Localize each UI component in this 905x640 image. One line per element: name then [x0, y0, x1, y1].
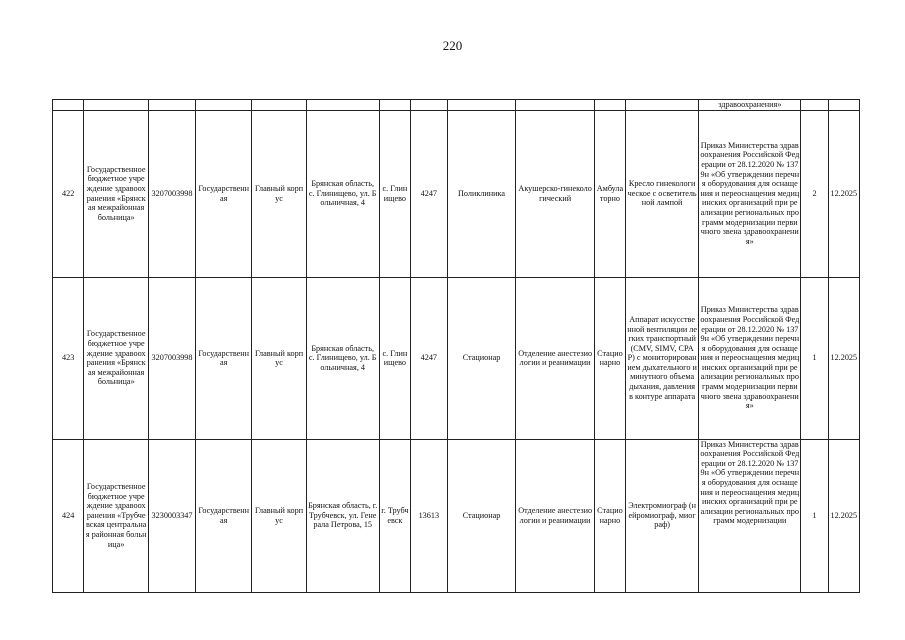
locality-code: 4247	[411, 110, 448, 277]
organization-code: 3207003998	[149, 277, 196, 439]
quantity: 1	[801, 277, 828, 439]
order-reference: Приказ Министерства здравоохранения Российской Федерации от 28.12.2020 № 1379н «Об утверждении перечня оборудования для оснащения и переоснащения медицинских организаций при реализации региональных программ модернизации	[699, 439, 801, 592]
building-name: Главный корпус	[252, 439, 306, 592]
quantity: 1	[801, 439, 828, 592]
organization-name: Государственное бюджетное учреждение здравоохранения «Брянская межрайонная больница»	[84, 277, 149, 439]
ownership-form: Государственная	[196, 110, 252, 277]
organization-name: Государственное бюджетное учреждение здравоохранения «Брянская межрайонная больница»	[84, 110, 149, 277]
organization-code: 3207003998	[149, 110, 196, 277]
organization-name: Государственное бюджетное учреждение здравоохранения «Трубчевская центральная районная больница»	[84, 439, 149, 592]
equipment-name: Кресло гинекологическое с осветительной лампой	[626, 110, 699, 277]
locality: с. Глинищево	[379, 110, 410, 277]
table-row	[53, 277, 860, 439]
equipment-name: Аппарат искусственной вентиляции легких транспортный (CMV, SIMV, CPAP) с мониторированием дыхательного и минутного объема дыхания, давления в контуре аппарата	[626, 277, 699, 439]
quantity: 2	[801, 110, 828, 277]
ownership-form: Государственная	[196, 277, 252, 439]
address: Брянская область, с. Глинищево, ул. Больничная, 4	[306, 110, 379, 277]
page-number: 220	[442, 38, 463, 53]
due-date: 12.2025	[828, 439, 859, 592]
department: Отделение анестезиологии и реанимации	[516, 277, 594, 439]
care-form: Стационарно	[594, 277, 625, 439]
care-form: Амбулаторно	[594, 110, 625, 277]
table-row-continued	[53, 100, 860, 111]
equipment-name: Электромиограф (нейромиограф, миограф)	[626, 439, 699, 592]
row-number: 424	[53, 439, 84, 592]
organization-code: 3230003347	[149, 439, 196, 592]
ownership-form: Государственная	[196, 439, 252, 592]
due-date: 12.2025	[828, 277, 859, 439]
locality-code: 13613	[411, 439, 448, 592]
locality-code: 4247	[411, 277, 448, 439]
care-form: Стационарно	[594, 439, 625, 592]
unit-type: Стационар	[447, 439, 516, 592]
department: Отделение анестезиологии и реанимации	[516, 439, 594, 592]
building-name: Главный корпус	[252, 277, 306, 439]
address: Брянская область, г. Трубчевск, ул. Генерала Петрова, 15	[306, 439, 379, 592]
unit-type: Поликлиника	[447, 110, 516, 277]
order-cell-tail: здравоохранения»	[699, 100, 801, 111]
row-number: 423	[53, 277, 84, 439]
building-name: Главный корпус	[252, 110, 306, 277]
locality: с. Глинищево	[379, 277, 410, 439]
order-reference: Приказ Министерства здравоохранения Российской Федерации от 28.12.2020 № 1379н «Об утверждении перечня оборудования для оснащения и переоснащения медицинских организаций при реализации региональных программ модернизации первичного звена здравоохранения»	[699, 110, 801, 277]
row-number: 422	[53, 110, 84, 277]
equipment-registry-table	[52, 99, 860, 593]
table-row	[53, 110, 860, 277]
due-date: 12.2025	[828, 110, 859, 277]
locality: г. Трубчевск	[379, 439, 410, 592]
unit-type: Стационар	[447, 277, 516, 439]
order-reference: Приказ Министерства здравоохранения Российской Федерации от 28.12.2020 № 1379н «Об утверждении перечня оборудования для оснащения и переоснащения медицинских организаций при реализации региональных программ модернизации первичного звена здравоохранения»	[699, 277, 801, 439]
table-row	[53, 439, 860, 592]
address: Брянская область, с. Глинищево, ул. Больничная, 4	[306, 277, 379, 439]
department: Акушерско-гинекологический	[516, 110, 594, 277]
